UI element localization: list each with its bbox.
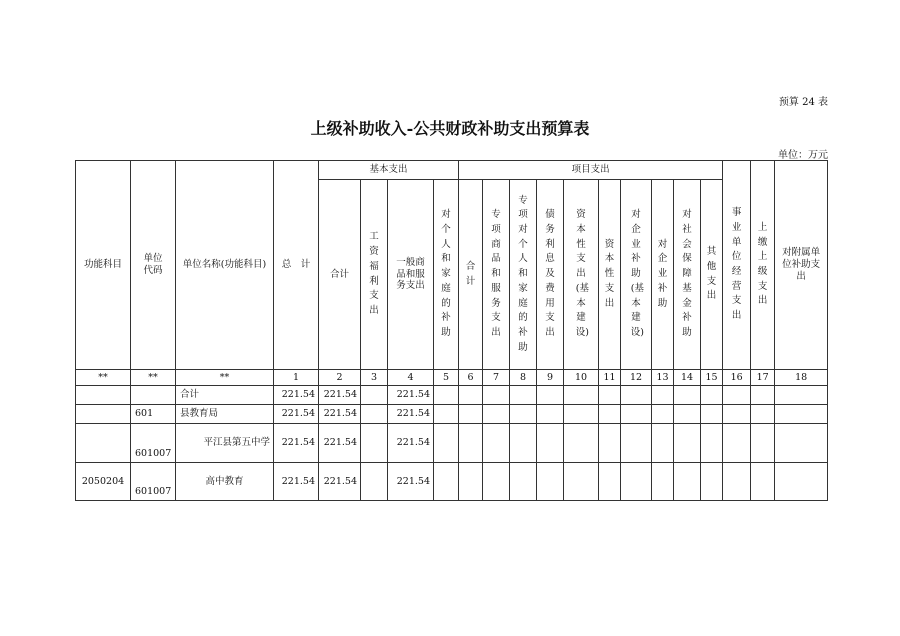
index-row xyxy=(76,370,828,386)
header-proj-social: 对社会保障基金补助 xyxy=(674,180,701,370)
index-cell: 5 xyxy=(434,370,459,386)
header-proj-capital-build: 资本性支出(基本建设) xyxy=(564,180,599,370)
header-proj-other: 其他支出 xyxy=(701,180,723,370)
cell-func: 2050204 xyxy=(76,463,131,501)
index-cell: 1 xyxy=(274,370,319,386)
cell-code xyxy=(131,386,176,405)
index-cell: 12 xyxy=(621,370,652,386)
cell-total: 221.54 xyxy=(274,386,319,405)
cell-total: 221.54 xyxy=(274,424,319,463)
header-proj-debt: 债务利息及费用支出 xyxy=(537,180,564,370)
cell-total: 221.54 xyxy=(274,405,319,424)
table-code-label: 预算 24 表 xyxy=(778,97,828,108)
cell-general: 221.54 xyxy=(388,405,434,424)
header-basic: 基本支出 xyxy=(319,161,459,180)
cell-general: 221.54 xyxy=(388,386,434,405)
table-row xyxy=(76,386,828,405)
header-business: 事业单位经营支出 xyxy=(723,161,751,370)
index-cell: ** xyxy=(131,370,176,386)
cell-basic-sum: 221.54 xyxy=(319,405,361,424)
cell-code: 601007 xyxy=(131,463,176,501)
index-cell: 3 xyxy=(361,370,388,386)
index-cell: ** xyxy=(176,370,274,386)
cell-general: 221.54 xyxy=(388,424,434,463)
cell-code: 601 xyxy=(131,405,176,424)
budget-table xyxy=(75,160,828,501)
header-upper: 上缴上级支出 xyxy=(751,161,775,370)
cell-func xyxy=(76,424,131,463)
header-unit-name: 单位名称(功能科目) xyxy=(176,161,274,370)
cell-basic-sum: 221.54 xyxy=(319,386,361,405)
index-cell: 10 xyxy=(564,370,599,386)
index-cell: 7 xyxy=(483,370,510,386)
index-cell: 9 xyxy=(537,370,564,386)
index-cell: 13 xyxy=(652,370,674,386)
header-basic-personal: 对个人和家庭的补助 xyxy=(434,180,459,370)
index-cell: 4 xyxy=(388,370,434,386)
header-basic-sum: 合计 xyxy=(319,180,361,370)
cell-name: 平江县第五中学 xyxy=(176,424,274,463)
unit-label: 单位：万元 xyxy=(778,150,828,161)
index-cell: 14 xyxy=(674,370,701,386)
table-row xyxy=(76,405,828,424)
index-cell: 11 xyxy=(599,370,621,386)
cell-name: 县教育局 xyxy=(176,405,274,424)
index-cell: 2 xyxy=(319,370,361,386)
index-cell: 8 xyxy=(510,370,537,386)
cell-func xyxy=(76,405,131,424)
header-func-subject: 功能科目 xyxy=(76,161,131,370)
table-row xyxy=(76,463,828,501)
table-row xyxy=(76,424,828,463)
index-cell: 6 xyxy=(459,370,483,386)
cell-basic-sum: 221.54 xyxy=(319,424,361,463)
header-proj-sum: 合计 xyxy=(459,180,483,370)
index-cell: 17 xyxy=(751,370,775,386)
header-project: 项目支出 xyxy=(459,161,723,180)
header-affiliated: 对附属单位补助支出 xyxy=(775,161,828,370)
header-proj-goods: 专项商品和服务支出 xyxy=(483,180,510,370)
cell-basic-sum: 221.54 xyxy=(319,463,361,501)
header-proj-personal: 专项对个人和家庭的补助 xyxy=(510,180,537,370)
header-unit-code: 单位代码 xyxy=(131,161,176,370)
header-basic-general: 一般商品和服务支出 xyxy=(388,180,434,370)
index-cell: ** xyxy=(76,370,131,386)
index-cell: 16 xyxy=(723,370,751,386)
cell-name: 高中教育 xyxy=(176,463,274,501)
cell-func xyxy=(76,386,131,405)
cell-general: 221.54 xyxy=(388,463,434,501)
index-cell: 18 xyxy=(775,370,828,386)
index-cell: 15 xyxy=(701,370,723,386)
cell-name: 合计 xyxy=(176,386,274,405)
header-proj-capital: 资本性支出 xyxy=(599,180,621,370)
page-title: 上级补助收入-公共财政补助支出预算表 xyxy=(310,119,590,138)
header-proj-enterprise: 对企业补助 xyxy=(652,180,674,370)
header-basic-wage: 工资福利支出 xyxy=(361,180,388,370)
cell-total: 221.54 xyxy=(274,463,319,501)
cell-code: 601007 xyxy=(131,424,176,463)
header-total: 总 计 xyxy=(274,161,319,370)
header-proj-enterprise-build: 对企业补助(基本建设) xyxy=(621,180,652,370)
